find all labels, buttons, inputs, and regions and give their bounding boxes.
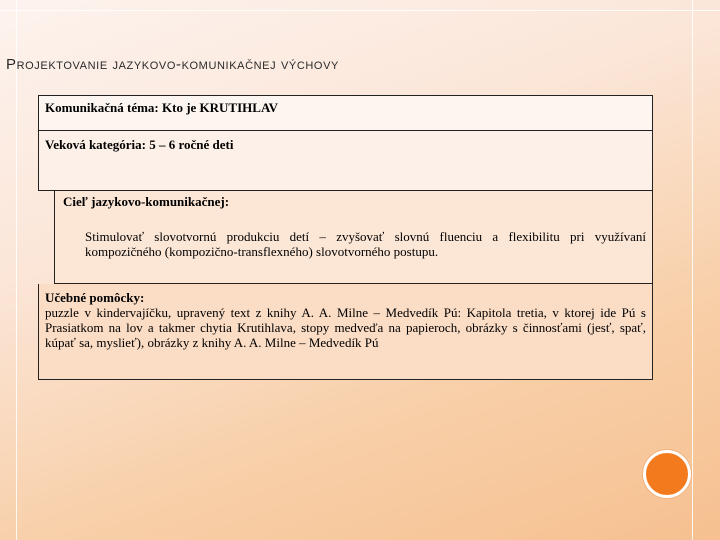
frame-line-top bbox=[0, 10, 720, 11]
goal-label: Cieľ jazykovo-komunikačnej: bbox=[63, 194, 230, 209]
age-label: Veková kategória: 5 – 6 ročné deti bbox=[45, 137, 234, 152]
frame-line-right bbox=[692, 0, 693, 540]
aids-text: puzzle v kindervajíčku, upravený text z knihy A. A. Milne – Medvedík Pú: Kapitola tretia, v ktorej ide Pú s Prasiatkom na lov a takmer chytia Krutihlava, stopy medveďa na papieroch, obrázky s činnosťami (jesť, spať, kúpať sa, myslieť), obrázky z knihy A. A. Milne – Medvedík Pú bbox=[45, 305, 646, 350]
lesson-plan-table bbox=[38, 95, 653, 380]
aids-label: Učebné pomôcky: bbox=[45, 290, 145, 305]
slide-title: Projektovanie jazykovo-komunikačnej výchovy bbox=[6, 56, 339, 73]
theme-label: Komunikačná téma: Kto je KRUTIHLAV bbox=[45, 100, 279, 115]
age-row bbox=[38, 131, 653, 191]
aids-row bbox=[38, 284, 653, 380]
goal-row bbox=[54, 191, 653, 284]
decorative-orange-circle bbox=[643, 450, 691, 498]
theme-row bbox=[38, 95, 653, 131]
frame-line-left bbox=[16, 0, 17, 540]
goal-text: Stimulovať slovotvornú produkciu detí – zvyšovať slovnú fluenciu a flexibilitu pri využívaní kompozičného (kompozično-transflexného) slovotvorného postupu. bbox=[85, 229, 646, 259]
